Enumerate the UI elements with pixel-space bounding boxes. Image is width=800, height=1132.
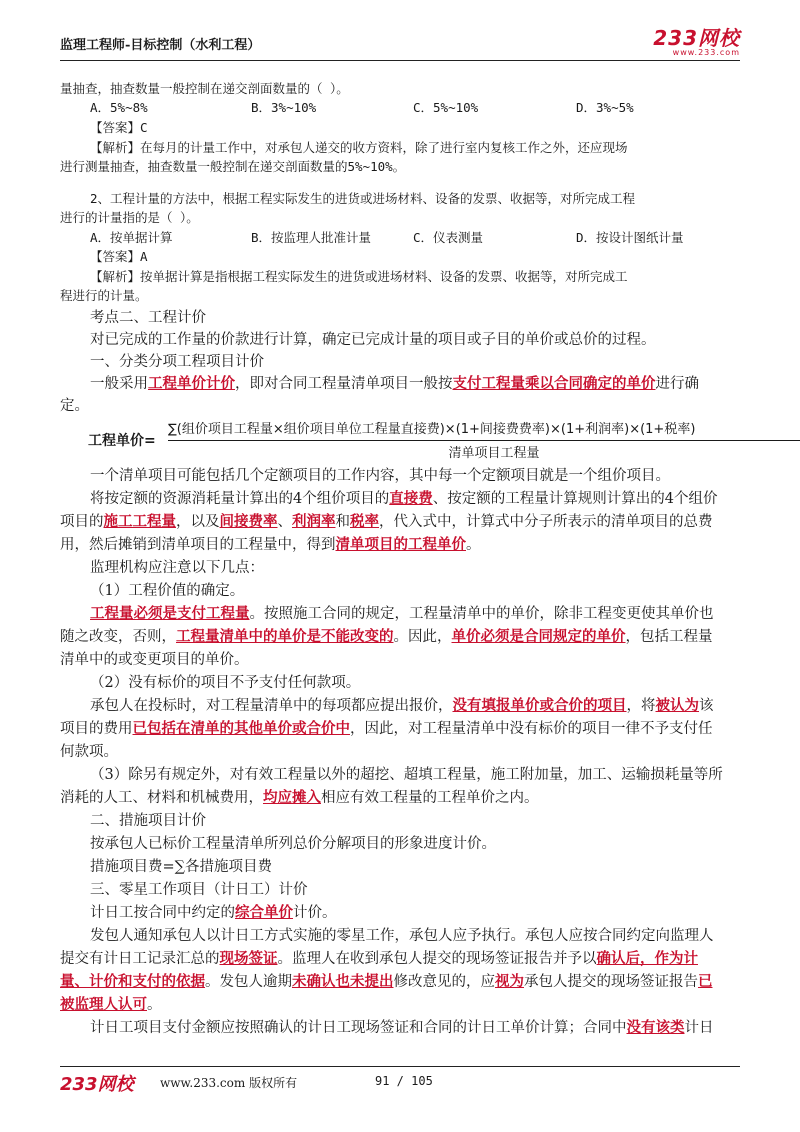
key-term: 直接费 <box>389 490 433 507</box>
q1-analysis-line1: 【解析】在每月的计量工作中，对承包人递交的收方资料，除了进行室内复核工作之外，还应现场 <box>90 140 628 155</box>
logo-text: 233网校 <box>653 26 740 50</box>
paragraph-3-line1 <box>90 490 717 508</box>
footer-logo: 233网校 <box>60 1074 134 1095</box>
paragraph-11-line1: 发包人通知承包人以计日工方式实施的零星工作，承包人应予执行。承包人应按合同约定向监理人 <box>90 928 714 944</box>
formula-denominator: 清单项目工程量 <box>448 446 540 461</box>
paragraph-9: 措施项目费=∑各措施项目费 <box>90 859 272 875</box>
paragraph-10 <box>90 904 337 922</box>
text: ，以及 <box>176 514 220 530</box>
key-term: 被认为 <box>655 697 699 714</box>
key-term: 现场签证 <box>219 950 278 967</box>
paragraph-8: 按承包人已标价工程量清单所列总价分解项目的形象进度计价。 <box>90 836 496 852</box>
paragraph-7 <box>60 789 539 807</box>
formula-label: 工程单价= <box>88 433 156 449</box>
text: 和 <box>335 514 350 530</box>
paragraph-3-line3 <box>60 536 481 554</box>
text: 相应有效工程量的工程单价之内。 <box>321 790 539 806</box>
key-term: 税率 <box>350 513 379 530</box>
text: 计日工项目支付金额应按照确认的计日工现场签证和合同的计日工单价计算；合同中 <box>90 1020 627 1036</box>
text: 项目的 <box>60 514 104 530</box>
page-number: 91 / 105 <box>375 1074 433 1088</box>
text: ，代入式中，计算式中分子所表示的清单项目的总费 <box>379 514 713 530</box>
text: 提交有计日工记录汇总的 <box>60 951 220 967</box>
q2-analysis-line1: 【解析】按单据计算是指根据工程实际发生的进货或进场材料、设备的发票、收据等，对所完成工 <box>90 269 628 284</box>
text: 。因此， <box>393 629 452 645</box>
subsection-3-title: 三、零星工作项目（计日工）计价 <box>90 882 308 898</box>
text: ，即对合同工程量清单项目一般按 <box>235 376 453 392</box>
key-term: 工程单价计价 <box>148 375 235 392</box>
key-term: 综合单价 <box>235 904 293 921</box>
q1-option-b: B．3%~10% <box>251 100 317 115</box>
key-term: 均应摊入 <box>263 789 321 806</box>
q1-option-d: D．3%~5% <box>576 100 634 115</box>
header-title: 监理工程师-目标控制（水利工程） <box>60 38 261 53</box>
text: 计日工按合同中约定的 <box>90 905 235 921</box>
text: 承包人在投标时，对工程量清单中的每项都应提出报价， <box>90 698 453 714</box>
q1-answer: 【答案】C <box>90 120 148 135</box>
q1-option-c: C．5%~10% <box>413 100 479 115</box>
text: 计价。 <box>293 905 337 921</box>
paragraph-6-line1 <box>90 697 714 715</box>
paragraph-1-line1 <box>90 375 699 393</box>
header-divider <box>60 60 740 61</box>
q2-option-a: A．按单据计算 <box>90 230 173 245</box>
key-term: 没有该类 <box>626 1019 685 1036</box>
paragraph-6-line3: 何款项。 <box>60 744 118 760</box>
q2-answer: 【答案】A <box>90 249 148 264</box>
text: 将按定额的资源消耗量计算出的4个组价项目的 <box>90 491 390 507</box>
text: 进行确 <box>655 376 699 392</box>
point-1: （1）工程价值的确定。 <box>90 583 245 599</box>
formula-numerator: ∑(组价项目工程量×组价项目单位工程量直接费)×(1+间接费费率)×(1+利润率)×(1+税率) <box>168 422 696 437</box>
paragraph-11-line2 <box>60 950 698 968</box>
text: ，包括工程量 <box>625 629 713 645</box>
text: 消耗的人工、材料和机械费用， <box>60 790 263 806</box>
text: 。监理人在收到承包人提交的现场签证报告并予以 <box>277 951 597 967</box>
section-title: 考点二、工程计价 <box>90 310 206 326</box>
footer-divider <box>60 1066 740 1067</box>
q2-option-c: C．仪表测量 <box>413 230 484 245</box>
page-header <box>60 28 740 56</box>
key-term: 确认后，作为计 <box>596 950 698 967</box>
key-term: 量、计价和支付的依据 <box>60 973 205 990</box>
paragraph-4: 监理机构应注意以下几点： <box>90 560 264 576</box>
q2-stem-line1: 2、工程计量的方法中，根据工程实际发生的进货或进场材料、设备的发票、收据等，对所完成工程 <box>90 191 636 206</box>
key-term: 间接费率 <box>219 513 278 530</box>
key-term: 已 <box>698 973 713 990</box>
subsection-1-title: 一、分类分项工程项目计价 <box>90 354 264 370</box>
logo-url: www.233.com <box>672 48 740 57</box>
text: 。 <box>466 537 481 553</box>
key-term: 没有填报单价或合价的项目 <box>452 697 627 714</box>
paragraph-11-line3 <box>60 973 713 991</box>
key-term: 施工工程量 <box>103 513 176 530</box>
key-term: 单价必须是合同规定的单价 <box>451 628 626 645</box>
q1-analysis-line2: 进行测量抽查，抽查数量一般控制在递交剖面数量的5%~10%。 <box>60 159 406 174</box>
q1-stem: 量抽查，抽查数量一般控制在递交剖面数量的（ ）。 <box>60 81 349 96</box>
footer-copyright: www.233.com 版权所有 <box>160 1076 298 1090</box>
text: 随之改变，否则， <box>60 629 176 645</box>
text: 一般采用 <box>90 376 148 392</box>
text: 修改意见的，应 <box>393 974 495 990</box>
fraction-bar <box>168 440 800 441</box>
text: 项目的费用 <box>60 721 133 737</box>
paragraph-2: 一个清单项目可能包括几个定额项目的工作内容，其中每一个定额项目就是一个组价项目。 <box>90 468 670 484</box>
key-term: 利润率 <box>292 513 336 530</box>
text: 用，然后摊销到清单项目的工程量中，得到 <box>60 537 336 553</box>
q2-option-b: B．按监理人批准计量 <box>251 230 372 245</box>
key-term: 视为 <box>495 973 524 990</box>
paragraph-11-line4 <box>60 996 162 1014</box>
text: ，因此，对工程量清单中没有标价的项目一律不予支付任 <box>350 721 713 737</box>
subsection-2-title: 二、措施项目计价 <box>90 813 206 829</box>
point-3: （3）除另有规定外，对有效工程量以外的超挖、超填工程量，施工附加量，加工、运输损耗量等所 <box>90 767 723 783</box>
key-term: 工程量清单中的单价是不能改变的 <box>176 628 394 645</box>
key-term: 清单项目的工程单价 <box>335 536 466 553</box>
q1-option-a: A．5%~8% <box>90 100 148 115</box>
text: 、按定额的工程量计算规则计算出的4个组价 <box>432 491 718 507</box>
q2-option-d: D．按设计图纸计量 <box>576 230 684 245</box>
text: 、 <box>277 514 292 530</box>
text: 计日 <box>684 1020 714 1036</box>
paragraph-5-line2 <box>60 628 713 646</box>
key-term: 已包括在清单的其他单价或合价中 <box>132 720 350 737</box>
key-term: 支付工程量乘以合同确定的单价 <box>452 375 656 392</box>
paragraph-12 <box>90 1019 714 1037</box>
brand-logo <box>653 28 740 57</box>
point-2: （2）没有标价的项目不予支付任何款项。 <box>90 675 361 691</box>
text: 。发包人逾期 <box>205 974 292 990</box>
text: 。 <box>147 997 162 1013</box>
key-term: 未确认也未提出 <box>292 973 394 990</box>
paragraph-6-line2 <box>60 720 713 738</box>
paragraph-5-line1 <box>90 605 714 623</box>
text: 承包人提交的现场签证报告 <box>524 974 698 990</box>
q2-analysis-line2: 程进行的计量。 <box>60 288 148 303</box>
section-intro: 对已完成的工作量的价款进行计算，确定已完成计量的项目或子目的单价或总价的过程。 <box>90 332 656 348</box>
text: 。按照施工合同的规定，工程量清单中的单价，除非工程变更使其单价也 <box>249 606 714 622</box>
text: ，将 <box>626 698 656 714</box>
text: 该 <box>699 698 714 714</box>
paragraph-1-line2: 定。 <box>60 398 89 414</box>
paragraph-5-line3: 清单中的或变更项目的单价。 <box>60 652 249 668</box>
key-term: 工程量必须是支付工程量 <box>90 605 250 622</box>
paragraph-3-line2 <box>60 513 713 531</box>
q2-stem-line2: 进行的计量指的是（ ）。 <box>60 210 199 225</box>
key-term: 被监理人认可 <box>60 996 147 1013</box>
